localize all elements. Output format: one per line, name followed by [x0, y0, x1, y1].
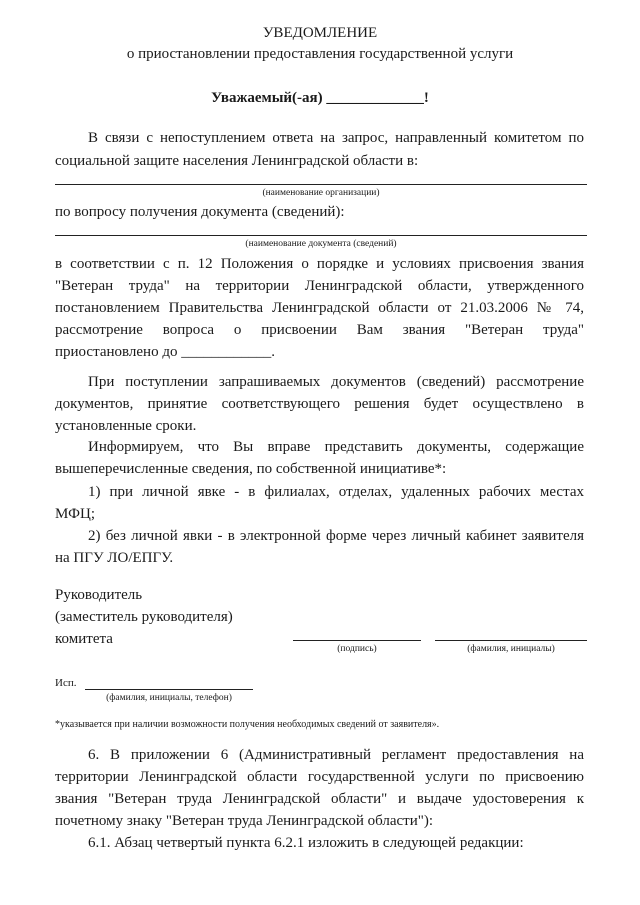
signature-line-1: Руководитель [55, 587, 143, 603]
paragraph2-line-2: документов, принятие соответствующего решения будет осуществлено в [55, 396, 584, 412]
section6-line-4: почетному знаку "Ветеран труда Ленинградской области"): [55, 813, 434, 829]
paragraph1-line-2: "Ветеран труда" на территории Ленинградской области, утвержденного [55, 278, 584, 294]
doc-blank-line [55, 235, 587, 236]
item2-line-1: 2) без личной явки - в электронной форме через личный кабинет заявителя [88, 528, 584, 544]
paragraph1-line-1: в соответствии с п. 12 Положения о порядке и условиях присвоения звания [55, 256, 584, 272]
intro-line-1: В связи с непоступлением ответа на запрос, направленный комитетом по [88, 130, 584, 146]
paragraph1-line-3: постановлением Правительства Ленинградской области от 21.03.2006 № 74, [55, 300, 584, 316]
executor-label: Исп. [55, 677, 77, 689]
paragraph3-line-1: Информируем, что Вы вправе представить документы, содержащие [88, 439, 584, 455]
org-blank-line [55, 184, 587, 185]
paragraph1-line-4: рассмотрение вопроса о присвоении Вам звания "Ветеран труда" [55, 322, 584, 338]
paragraph3-line-2: вышеперечисленные сведения, по собственной инициативе*: [55, 461, 447, 477]
doc-question: по вопросу получения документа (сведений): [55, 204, 345, 220]
paragraph2-line-3: установленные сроки. [55, 418, 197, 434]
greeting: Уважаемый(-ая) _____________! [211, 90, 429, 106]
executor-caption: (фамилия, инициалы, телефон) [106, 693, 232, 703]
footnote: *указывается при наличии возможности получения необходимых сведений от заявителя». [55, 719, 440, 730]
item2-line-2: на ПГУ ЛО/ЕПГУ. [55, 550, 174, 566]
section6-line-1: 6. В приложении 6 (Административный регламент предоставления на [88, 747, 584, 763]
document-subtitle: о приостановлении предоставления государственной услуги [126, 46, 514, 62]
paragraph1-line-5: приостановлено до ____________. [55, 344, 275, 360]
name-blank-line [435, 640, 587, 641]
signature-line-3: комитета [55, 631, 113, 647]
signature-line-2: (заместитель руководителя) [55, 609, 233, 625]
name-caption: (фамилия, инициалы) [467, 644, 555, 654]
org-caption: (наименование организации) [262, 188, 380, 198]
section6-1: 6.1. Абзац четвертый пункта 6.2.1 изложить в следующей редакции: [88, 835, 524, 851]
paragraph2-line-1: При поступлении запрашиваемых документов (сведений) рассмотрение [88, 374, 584, 390]
executor-blank-line [85, 689, 253, 690]
item1-line-1: 1) при личной явке - в филиалах, отделах, удаленных рабочих местах [88, 484, 584, 500]
section6-line-3: звания "Ветеран труда Ленинградской области" и выдаче удостоверения к [55, 791, 584, 807]
document-title: УВЕДОМЛЕНИЕ [262, 25, 378, 41]
doc-caption: (наименование документа (сведений) [245, 239, 397, 249]
section6-line-2: территории Ленинградской области государственной услуги по присвоению [55, 769, 584, 785]
signature-caption: (подпись) [337, 644, 377, 654]
intro-line-2: социальной защите населения Ленинградской области в: [55, 153, 419, 169]
signature-blank-line [293, 640, 421, 641]
item1-line-2: МФЦ; [55, 506, 95, 522]
